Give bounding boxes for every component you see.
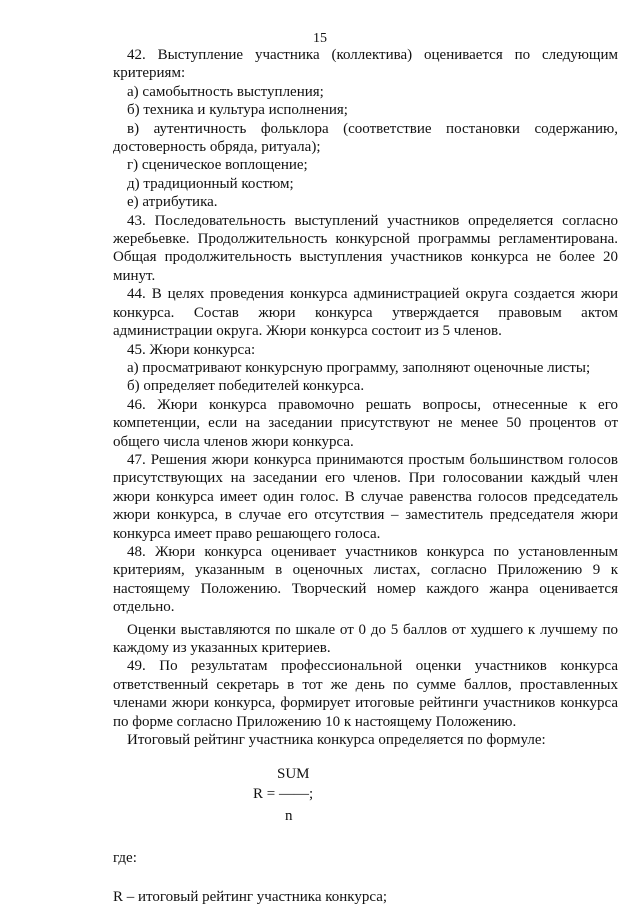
where-label: где: (113, 850, 137, 867)
criterion-f: е) атрибутика. (127, 194, 218, 211)
formula-lhs: R = ——; (253, 786, 314, 803)
criterion-b: б) техника и культура исполнения; (127, 102, 348, 119)
paragraph-44: 44. В целях проведения конкурса администрацией округа создается жюри конкурса. Состав жюри конкурса утверждается правовым актом администрации округа. Жюри конкурса состоит из 5 членов. (113, 286, 618, 340)
rating-formula (113, 765, 618, 835)
paragraph-48: 48. Жюри конкурса оценивает участников конкурса по установленным критериям, указанным в оценочных листах, согласно Приложению 9 к настоящему Положению. Творческий номер каждого жанра оценивается отдельно. (113, 543, 618, 616)
paragraph-45: 45. Жюри конкурса: (127, 341, 256, 358)
formula-numerator: SUM (277, 766, 310, 783)
criterion-c: в) аутентичность фольклора (соответствие постановки содержанию, достоверность обряда, ритуала); (113, 120, 618, 156)
criterion-d: г) сценическое воплощение; (127, 157, 308, 174)
paragraph-42: 42. Выступление участника (коллектива) оценивается по следующим критериям: (113, 47, 618, 82)
jury-duty-b: б) определяет победителей конкурса. (127, 378, 365, 395)
paragraph-46: 46. Жюри конкурса правомочно решать вопросы, отнесенные к его компетенции, если на заседании присутствуют не менее 50 процентов от общего числа членов жюри конкурса. (113, 396, 618, 450)
criterion-e: д) традиционный костюм; (127, 175, 294, 192)
paragraph-47: 47. Решения жюри конкурса принимаются простым большинством голосов присутствующих на заседании его членов. При голосовании каждый член жюри конкурса имеет один голос. В случае равенства голосов председатель жюри конкурса, в случае его отсутствия – заместитель председателя жюри конкурса имеет право решающего голоса. (113, 451, 618, 542)
formula-intro: Итоговый рейтинг участника конкурса определяется по формуле: (127, 732, 546, 749)
paragraph-49: 49. По результатам профессиональной оценки участников конкурса ответственный секретарь в тот же день по сумме баллов, проставленных членами жюри конкурса, формирует итоговые рейтинги участников конкурса по форме согласно Приложению 10 к настоящему Положению. (113, 658, 618, 730)
document-body (113, 46, 618, 906)
criterion-a: а) самобытность выступления; (127, 83, 324, 100)
page-number: 15 (313, 31, 327, 46)
paragraph-43: 43. Последовательность выступлений участников определяется согласно жеребьевке. Продолжительность конкурсной программы регламентирована. Общая продолжительность выступления участников конкурса не более 20 минут. (113, 212, 618, 284)
formula-denominator: n (285, 808, 293, 825)
paragraph-48-scale: Оценки выставляются по шкале от 0 до 5 баллов от худшего к лучшему по каждому из указанных критериев. (113, 621, 618, 656)
r-definition: R – итоговый рейтинг участника конкурса; (113, 888, 388, 905)
jury-duty-a: а) просматривают конкурсную программу, заполняют оценочные листы; (127, 359, 591, 376)
